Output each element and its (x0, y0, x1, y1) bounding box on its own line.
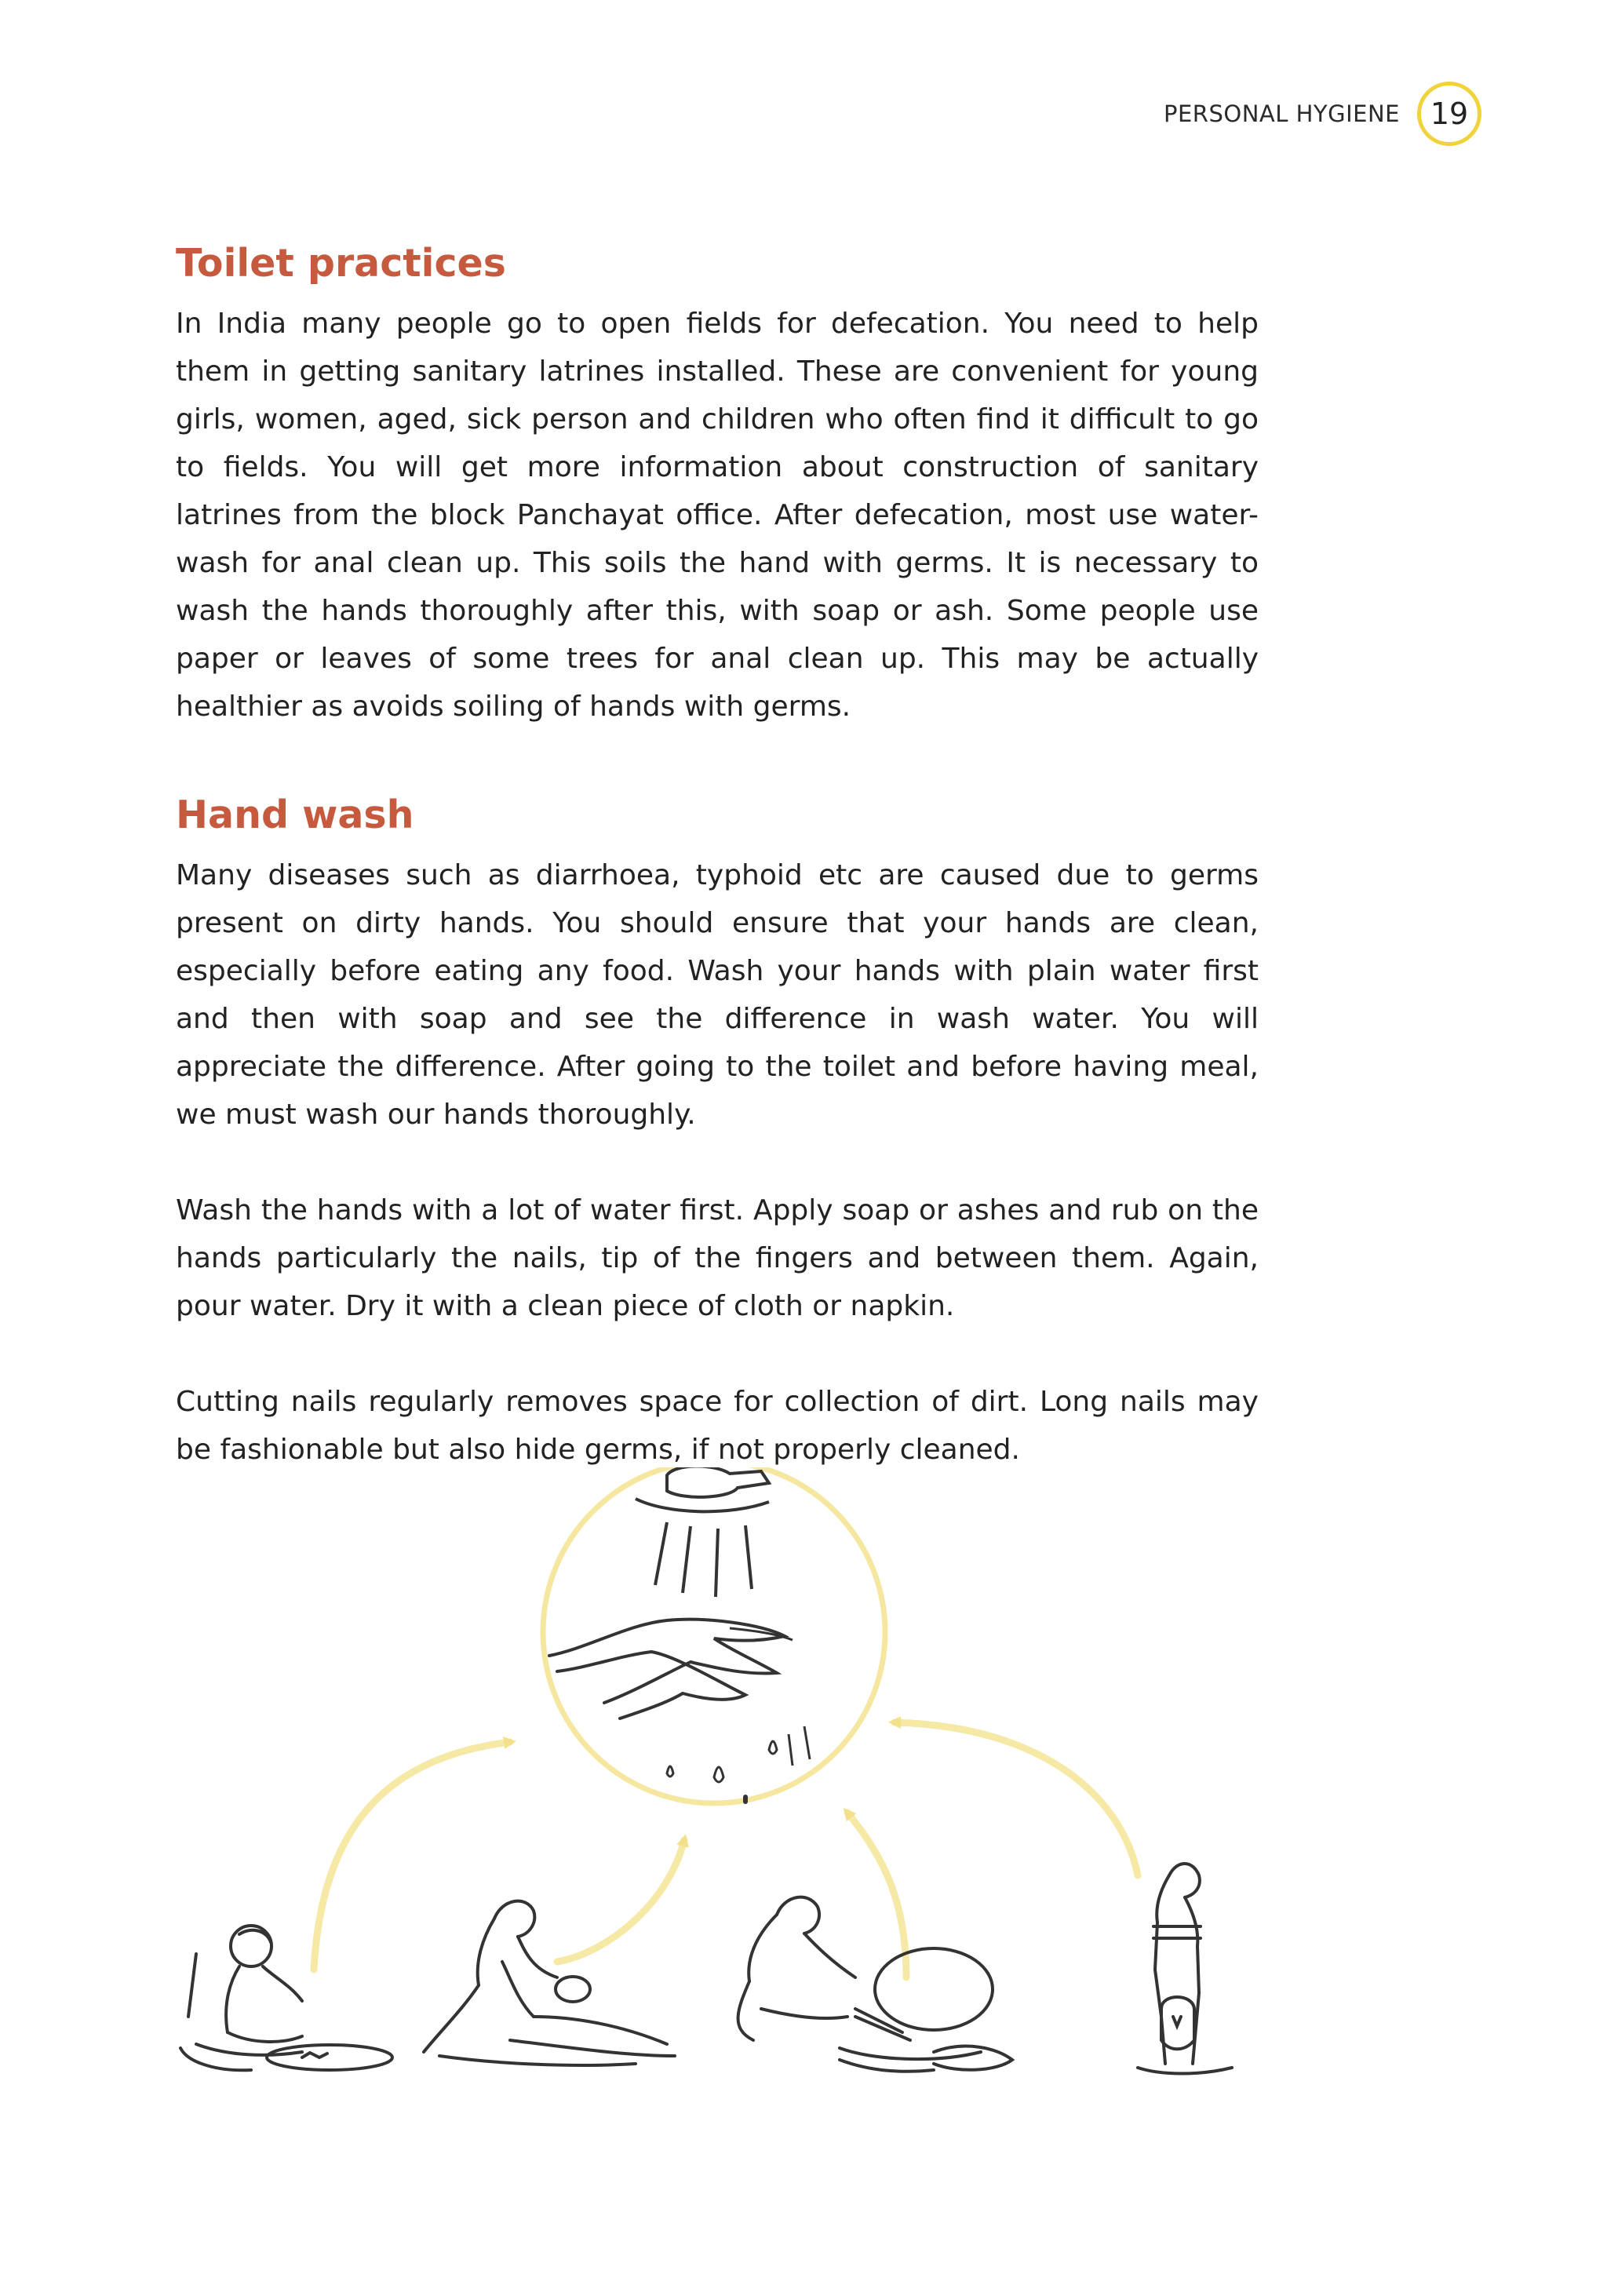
page-number: 19 (1417, 82, 1481, 146)
hands-washing-under-tap-icon (543, 1467, 885, 1803)
section-toilet-practices (176, 234, 1259, 731)
handwashing-illustration (165, 1467, 1279, 2119)
paragraph-hand-wash-3: Cutting nails regularly removes space for collection of dirt. Long nails may be fashionable but also hide germs, if not properly cleaned. (176, 1386, 1259, 1466)
paragraph-toilet-practices: In India many people go to open fields for defecation. You need to help them in getting sanitary latrines installed. These are convenient for young girls, women, aged, sick person and children who often find it difficult to go to fields. You will get more information about construction of sanitary latrines from the block Panchayat office. After defecation, most use water-wash for anal clean up. This soils the hand with germs. It is necessary to wash the hands thoroughly after this, with soap or ash. Some people use paper or leaves of some trees for anal clean up. This may be actually healthier as avoids soiling of hands with germs. (176, 308, 1259, 723)
caregiver-with-sick-person-icon (424, 1901, 675, 2065)
paragraph-hand-wash-2: Wash the hands with a lot of water first. Apply soap or ashes and rub on the hands particularly the nails, tip of the fingers and between them. Again, pour water. Dry it with a clean piece of cloth or napkin. (176, 1194, 1259, 1322)
heading-toilet-practices: Toilet practices (176, 241, 506, 286)
arrow-right-inner (847, 1813, 906, 1977)
paragraph-hand-wash-1: Many diseases such as diarrhoea, typhoid etc are caused due to germs present on dirty hands. You should ensure that your hands are clean, especially before eating any food. Wash your hands with plain water first and then with soap and see the difference in wash water. You will appreciate the difference. After going to the toilet and before having meal, we must wash our hands thoroughly. (176, 859, 1259, 1131)
running-head (1164, 78, 1481, 149)
illustration-svg (165, 1467, 1279, 2119)
section-hand-wash (176, 785, 1259, 1474)
heading-hand-wash: Hand wash (176, 793, 414, 837)
person-eating-icon (180, 1926, 392, 2070)
arrow-right-outer (895, 1722, 1138, 1875)
woman-carrying-water-icon (1138, 1864, 1232, 2074)
arrow-left-inner (557, 1840, 684, 1962)
page-content (176, 234, 1259, 1474)
woman-cooking-icon (738, 1897, 1012, 2072)
arrow-left-outer (314, 1742, 510, 1970)
section-label: PERSONAL HYGIENE (1164, 100, 1400, 127)
